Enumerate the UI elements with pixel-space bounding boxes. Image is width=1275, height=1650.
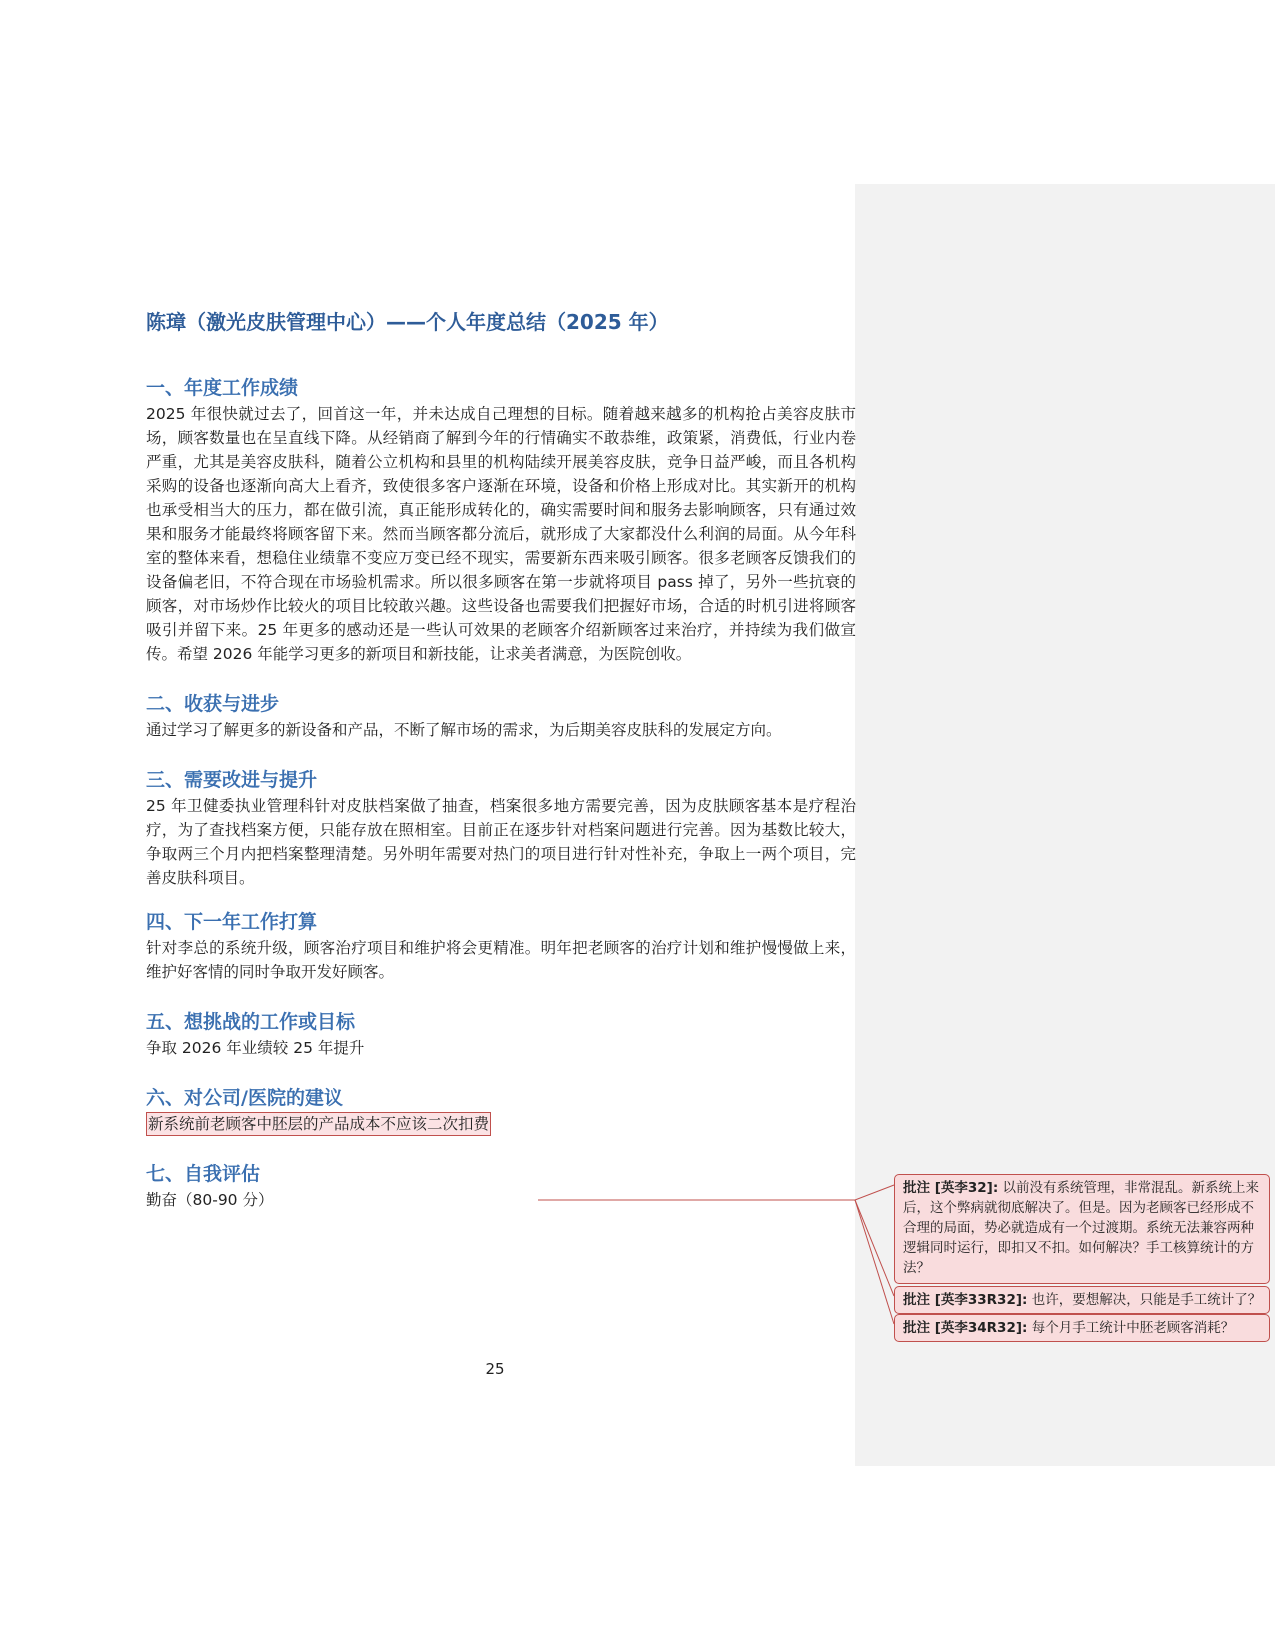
section-body-2: 通过学习了解更多的新设备和产品，不断了解市场的需求，为后期美容皮肤科的发展定方向。 <box>146 721 782 739</box>
commented-text-highlight[interactable]: 新系统前老顾客中胚层的产品成本不应该二次扣费 <box>146 1112 491 1136</box>
section-heading-6: 六、对公司/医院的建议 <box>146 1087 343 1109</box>
document-title: 陈璋（激光皮肤管理中心）——个人年度总结（2025 年） <box>146 310 669 334</box>
section-heading-5: 五、想挑战的工作或目标 <box>146 1011 356 1033</box>
comment-author-1: 批注 [英李32]: <box>903 1180 999 1196</box>
comment-text-2: 也许，要想解决，只能是手工统计了？ <box>1031 1292 1262 1308</box>
section-heading-7: 七、自我评估 <box>146 1163 261 1185</box>
section-body-7: 勤奋（80-90 分） <box>146 1191 274 1209</box>
section-body-6 <box>146 1112 856 1136</box>
section-heading-2: 二、收获与进步 <box>146 693 280 715</box>
section-body-3: 25 年卫健委执业管理科针对皮肤档案做了抽查，档案很多地方需要完善，因为皮肤顾客基本是疗程治疗，为了查找档案方便，只能存放在照相室。目前正在逐步针对档案问题进行完善。因为基数比较大，争取两三个月内把档案整理清楚。另外明年需要对热门的项目进行针对性补充，争取上一两个项目，完善皮肤科项目。 <box>146 797 856 887</box>
comment-text-1: 以前没有系统管理，非常混乱。新系统上来后，这个弊病就彻底解决了。但是。因为老顾客已经形成不合理的局面，势必就造成有一个过渡期。系统无法兼容两种逻辑同时运行，即扣又不扣。如何解决？手工核算统计的方法？ <box>903 1180 1260 1276</box>
comment-author-3: 批注 [英李34R32]: <box>903 1320 1028 1336</box>
comment-author-2: 批注 [英李33R32]: <box>903 1292 1028 1308</box>
comment-balloon-1[interactable] <box>894 1174 1270 1284</box>
comment-balloon-2[interactable] <box>894 1286 1270 1314</box>
comment-balloon-3[interactable] <box>894 1314 1270 1342</box>
page-number: 25 <box>485 1360 505 1378</box>
section-heading-3: 三、需要改进与提升 <box>146 769 318 791</box>
comment-text-3: 每个月手工统计中胚老顾客消耗？ <box>1031 1320 1235 1336</box>
section-body-4: 针对李总的系统升级，顾客治疗项目和维护将会更精准。明年把老顾客的治疗计划和维护慢慢做上来，维护好客情的同时争取开发好顾客。 <box>146 939 856 981</box>
section-heading-4: 四、下一年工作打算 <box>146 911 318 933</box>
section-heading-1: 一、年度工作成绩 <box>146 377 299 399</box>
document-body <box>146 300 856 1212</box>
section-body-5: 争取 2026 年业绩较 25 年提升 <box>146 1039 365 1057</box>
section-body-1: 2025 年很快就过去了，回首这一年，并未达成自己理想的目标。随着越来越多的机构抢占美容皮肤市场，顾客数量也在呈直线下降。从经销商了解到今年的行情确实不敢恭维，政策紧，消费低，行业内卷严重，尤其是美容皮肤科，随着公立机构和县里的机构陆续开展美容皮肤，竞争日益严峻，而且各机构采购的设备也逐渐向高大上看齐，致使很多客户逐渐在环境，设备和价格上形成对比。其实新开的机构也承受相当大的压力，都在做引流，真正能形成转化的，确实需要时间和服务去影响顾客，只有通过效果和服务才能最终将顾客留下来。然而当顾客都分流后，就形成了大家都没什么利润的局面。从今年科室的整体来看，想稳住业绩靠不变应万变已经不现实，需要新东西来吸引顾客。很多老顾客反馈我们的设备偏老旧，不符合现在市场验机需求。所以很多顾客在第一步就将项目 pass 掉了，另外一些抗衰的顾客，对市场炒作比较火的项目比较敢兴趣。这些设备也需要我们把握好市场，合适的时机引进将顾客吸引并留下来。25 年更多的感动还是一些认可效果的老顾客介绍新顾客过来治疗，并持续为我们做宣传。希望 2026 年能学习更多的新项目和新技能，让求美者满意，为医院创收。 <box>146 405 856 663</box>
